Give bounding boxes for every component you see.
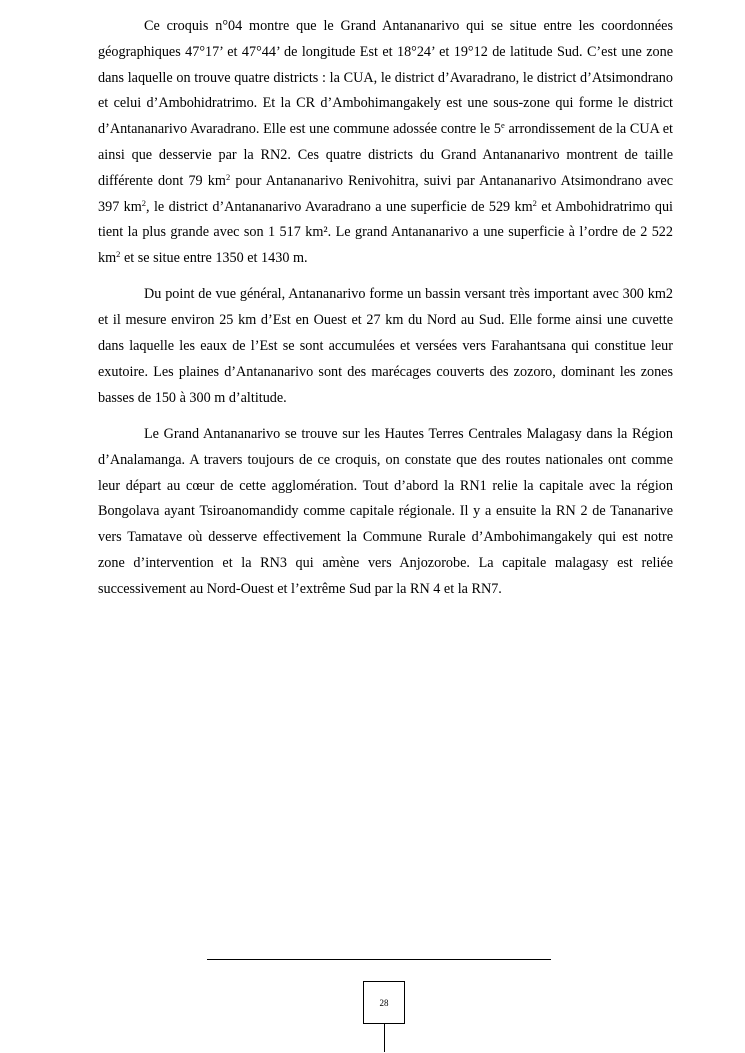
text-segment: Ce croquis n°04 montre que le Grand Antananarivo qui se situe entre les coordonnées géographiques 47°17’ et 47°44’ de longitude Est et 18°24’ et 19°12 de latitude Sud. C’est une zone dans laquelle on trouve quatre districts : la CUA, le district d’Avaradrano, le district d’Atsimondrano et celui d’Ambohidratrimo. Et la CR d’Ambohimangakely est une sous-zone qui forme le district d’Antananarivo Avaradrano. Elle est une commune adossée contre le 5 (98, 18, 673, 138)
paragraph-national-roads (98, 422, 673, 603)
text-segment: Du point de vue général, Antananarivo forme un bassin versant très important avec 300 km2 et il mesure environ 25 km d’Est en Ouest et 27 km du Nord au Sud. Elle forme ainsi une cuvette dans laquelle les eaux de l’Est se sont accumulées et versées vers Farahantsana qui constitue leur exutoire. Les plaines d’Antananarivo sont des marécages couverts des zozoro, dominant les zones basses de 150 à 300 m d’altitude. (98, 286, 673, 406)
text-segment: pour Antananarivo Renivohitra, suivi par Antananarivo Atsimondrano avec 397 km (98, 172, 674, 215)
superscript: 2 (141, 197, 147, 208)
paragraph-watershed (98, 282, 673, 411)
text-segment: et se situe entre 1350 et 1430 m. (120, 250, 308, 267)
text-segment: , le district d’Antananarivo Avaradrano a une superficie de 529 km (146, 198, 533, 215)
page-number-label: 28 (379, 997, 389, 1008)
superscript: 2 (532, 197, 537, 208)
text-segment: Le Grand Antananarivo se trouve sur les Hautes Terres Centrales Malagasy dans la Région d’Analamanga. A travers toujours de ce croquis, on constate que des routes nationales ont comme leur départ au cœur de cette agglomération. Tout d’abord la RN1 relie la capitale avec la région Bongolava ayant Tsiroanomandidy comme capitale régionale. Il y a ensuite la RN 2 de Tananarive vers Tamatave où desserve effectivement la Commune Rurale d’Ambohimangakely qui est notre zone d’intervention et la RN3 qui amène vers Anjozorobe. La capitale malagasy est reliée successivement au Nord-Ouest et l’extrême Sud par la RN 4 et la RN7. (98, 425, 673, 597)
text-segment: arrondissement de la CUA et ainsi que desservie par la RN2. Ces quatre districts du Grand Antananarivo montrent de taille différente dont 79 km (98, 121, 673, 189)
page-body (98, 14, 673, 603)
superscript: e (500, 120, 505, 131)
footer-divider (207, 959, 551, 960)
superscript: 2 (116, 249, 121, 260)
text-segment: et Ambohidratrimo qui tient la plus grande avec son 1 517 km². Le grand Antananarivo a une superficie à l’ordre de 2 522 km (98, 198, 673, 267)
superscript: 2 (225, 171, 231, 182)
page-number (363, 981, 405, 1024)
page-number-connector-line (384, 1024, 385, 1052)
paragraph-district-overview (98, 14, 673, 272)
